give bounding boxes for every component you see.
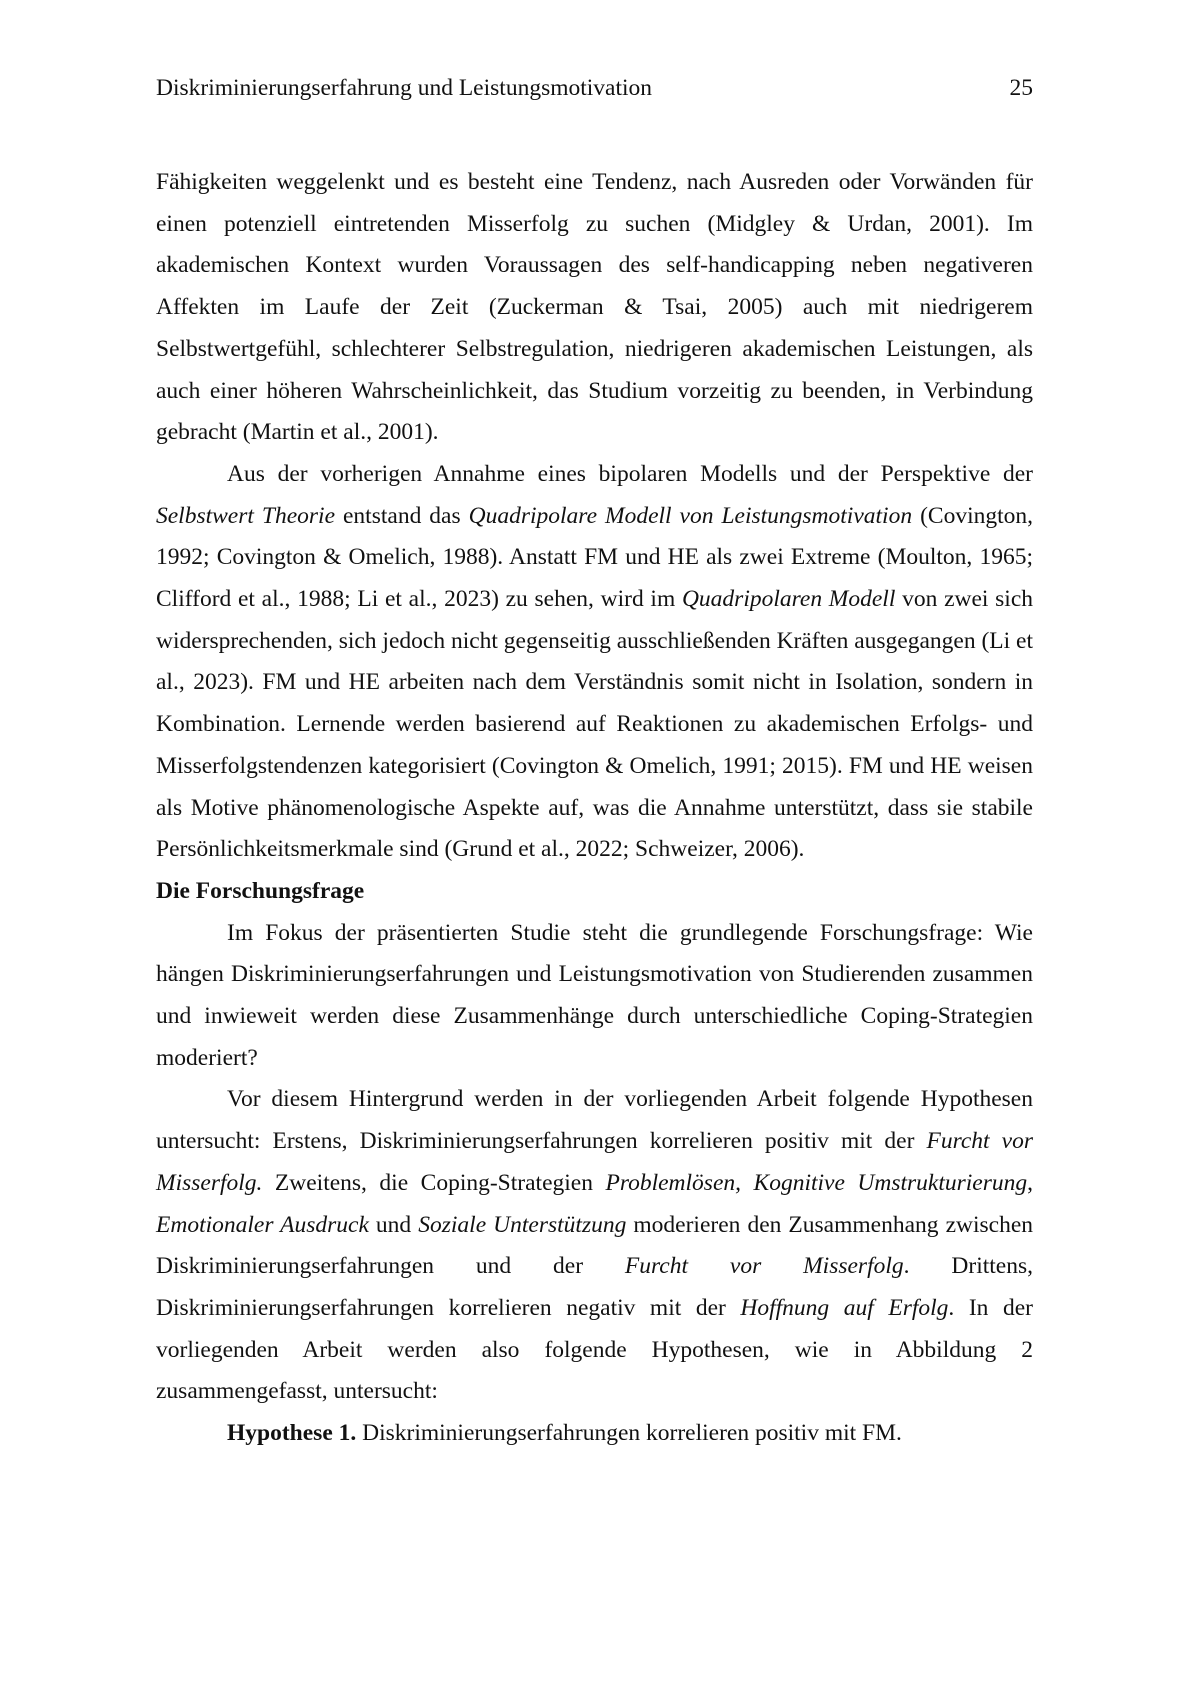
italic-term: Hoffnung auf Erfolg [740, 1294, 949, 1321]
paragraph-research-question: Im Fokus der präsentierten Studie steht die grundlegende Forschungsfrage: Wie hängen Diskriminierungserfahrungen und Leistungsmotivation von Studierenden zusammen und inwieweit werden diese Zusammenhänge durch unterschiedliche Coping-Strategien moderiert? [156, 919, 1033, 1071]
text-span: von zwei sich widersprechenden, sich jedoch nicht gegenseitig ausschließenden Kräften ausgegangen (Li et al., 2023). FM und HE arbeiten nach dem Verständnis somit nicht in Isolation, sondern in Kombination. Lernende werden basierend auf Reaktionen zu akademischen Erfolgs- und Misserfolgstendenzen kategorisiert (Covington & Omelich, 1991; 2015). FM und HE weisen als Motive phänomenologische Aspekte auf, was die Annahme unterstützt, dass sie stabile Persönlichkeitsmerkmale sind (Grund et al., 2022; Schweizer, 2006). [156, 586, 1034, 863]
running-head-title: Diskriminierungserfahrung und Leistungsmotivation [156, 75, 653, 101]
hypothesis-label: Hypothese 1. [227, 1420, 357, 1447]
main-text [156, 162, 1033, 1455]
paragraph-quadripolar-model [156, 454, 1033, 871]
text-span: Vor diesem Hintergrund werden in der vorliegenden Arbeit folgende Hypothesen untersucht: Erstens, Diskriminierungserfahrungen korrelieren positiv mit der [156, 1086, 1033, 1155]
text-span: Zweitens, die Coping-Strategien [262, 1169, 606, 1196]
text-span: und [368, 1211, 419, 1238]
page-number: 25 [1009, 75, 1033, 101]
text-span: . In der vorliegenden Arbeit werden also folgende Hypothesen, wie in Abbildung 2 zusammengefasst, untersucht: [156, 1294, 1033, 1405]
italic-term: Emotionaler Ausdruck [156, 1211, 369, 1238]
paragraph-hypotheses-overview [156, 1079, 1033, 1413]
italic-term: Quadripolaren Modell [681, 586, 896, 613]
text-span: Aus der vorherigen Annahme eines bipolaren Modells und der Perspektive der [227, 460, 1033, 487]
text-span: . Drittens, Diskriminierungserfahrungen korrelieren negativ mit der [156, 1253, 1033, 1321]
text-span: , [1027, 1169, 1033, 1196]
italic-term: Quadripolare Modell von Leistungsmotivation [468, 502, 913, 529]
italic-term: Problemlösen, Kognitive Umstrukturierung [605, 1169, 1028, 1196]
hypothesis-text: Diskriminierungserfahrungen korrelieren positiv mit FM. [356, 1420, 902, 1447]
text-span: entstand das [335, 502, 469, 529]
section-heading: Die Forschungsfrage [156, 877, 365, 904]
text-span: (Covington, 1992; Covington & Omelich, 1988). Anstatt FM und HE als zwei Extreme (Moulton, 1965; Clifford et al., 1988; Li et al., 2023) zu sehen, wird im [156, 502, 1033, 613]
italic-term: Furcht vor Misserfolg [624, 1253, 904, 1280]
italic-term: Furcht vor Misserfolg. [156, 1128, 1033, 1196]
italic-term: Selbstwert Theorie [156, 502, 336, 529]
paragraph-self-handicapping: Fähigkeiten weggelenkt und es besteht eine Tendenz, nach Ausreden oder Vorwänden für einen potenziell eintretenden Misserfolg zu suchen (Midgley & Urdan, 2001). Im akademischen Kontext wurden Voraussagen des self-handicapping neben negativeren Affekten im Laufe der Zeit (Zuckerman & Tsai, 2005) auch mit niedrigerem Selbstwertgefühl, schlechterer Selbstregulation, niedrigeren akademischen Leistungen, als auch einer höheren Wahrscheinlichkeit, das Studium vorzeitig zu beenden, in Verbindung gebracht (Martin et al., 2001). [156, 169, 1033, 446]
running-head [156, 72, 1033, 104]
text-span: moderieren den Zusammenhang zwischen Diskriminierungserfahrungen und der [156, 1211, 1034, 1280]
italic-term: Soziale Unterstützung [418, 1211, 627, 1238]
hypothesis-1 [156, 1413, 1033, 1455]
